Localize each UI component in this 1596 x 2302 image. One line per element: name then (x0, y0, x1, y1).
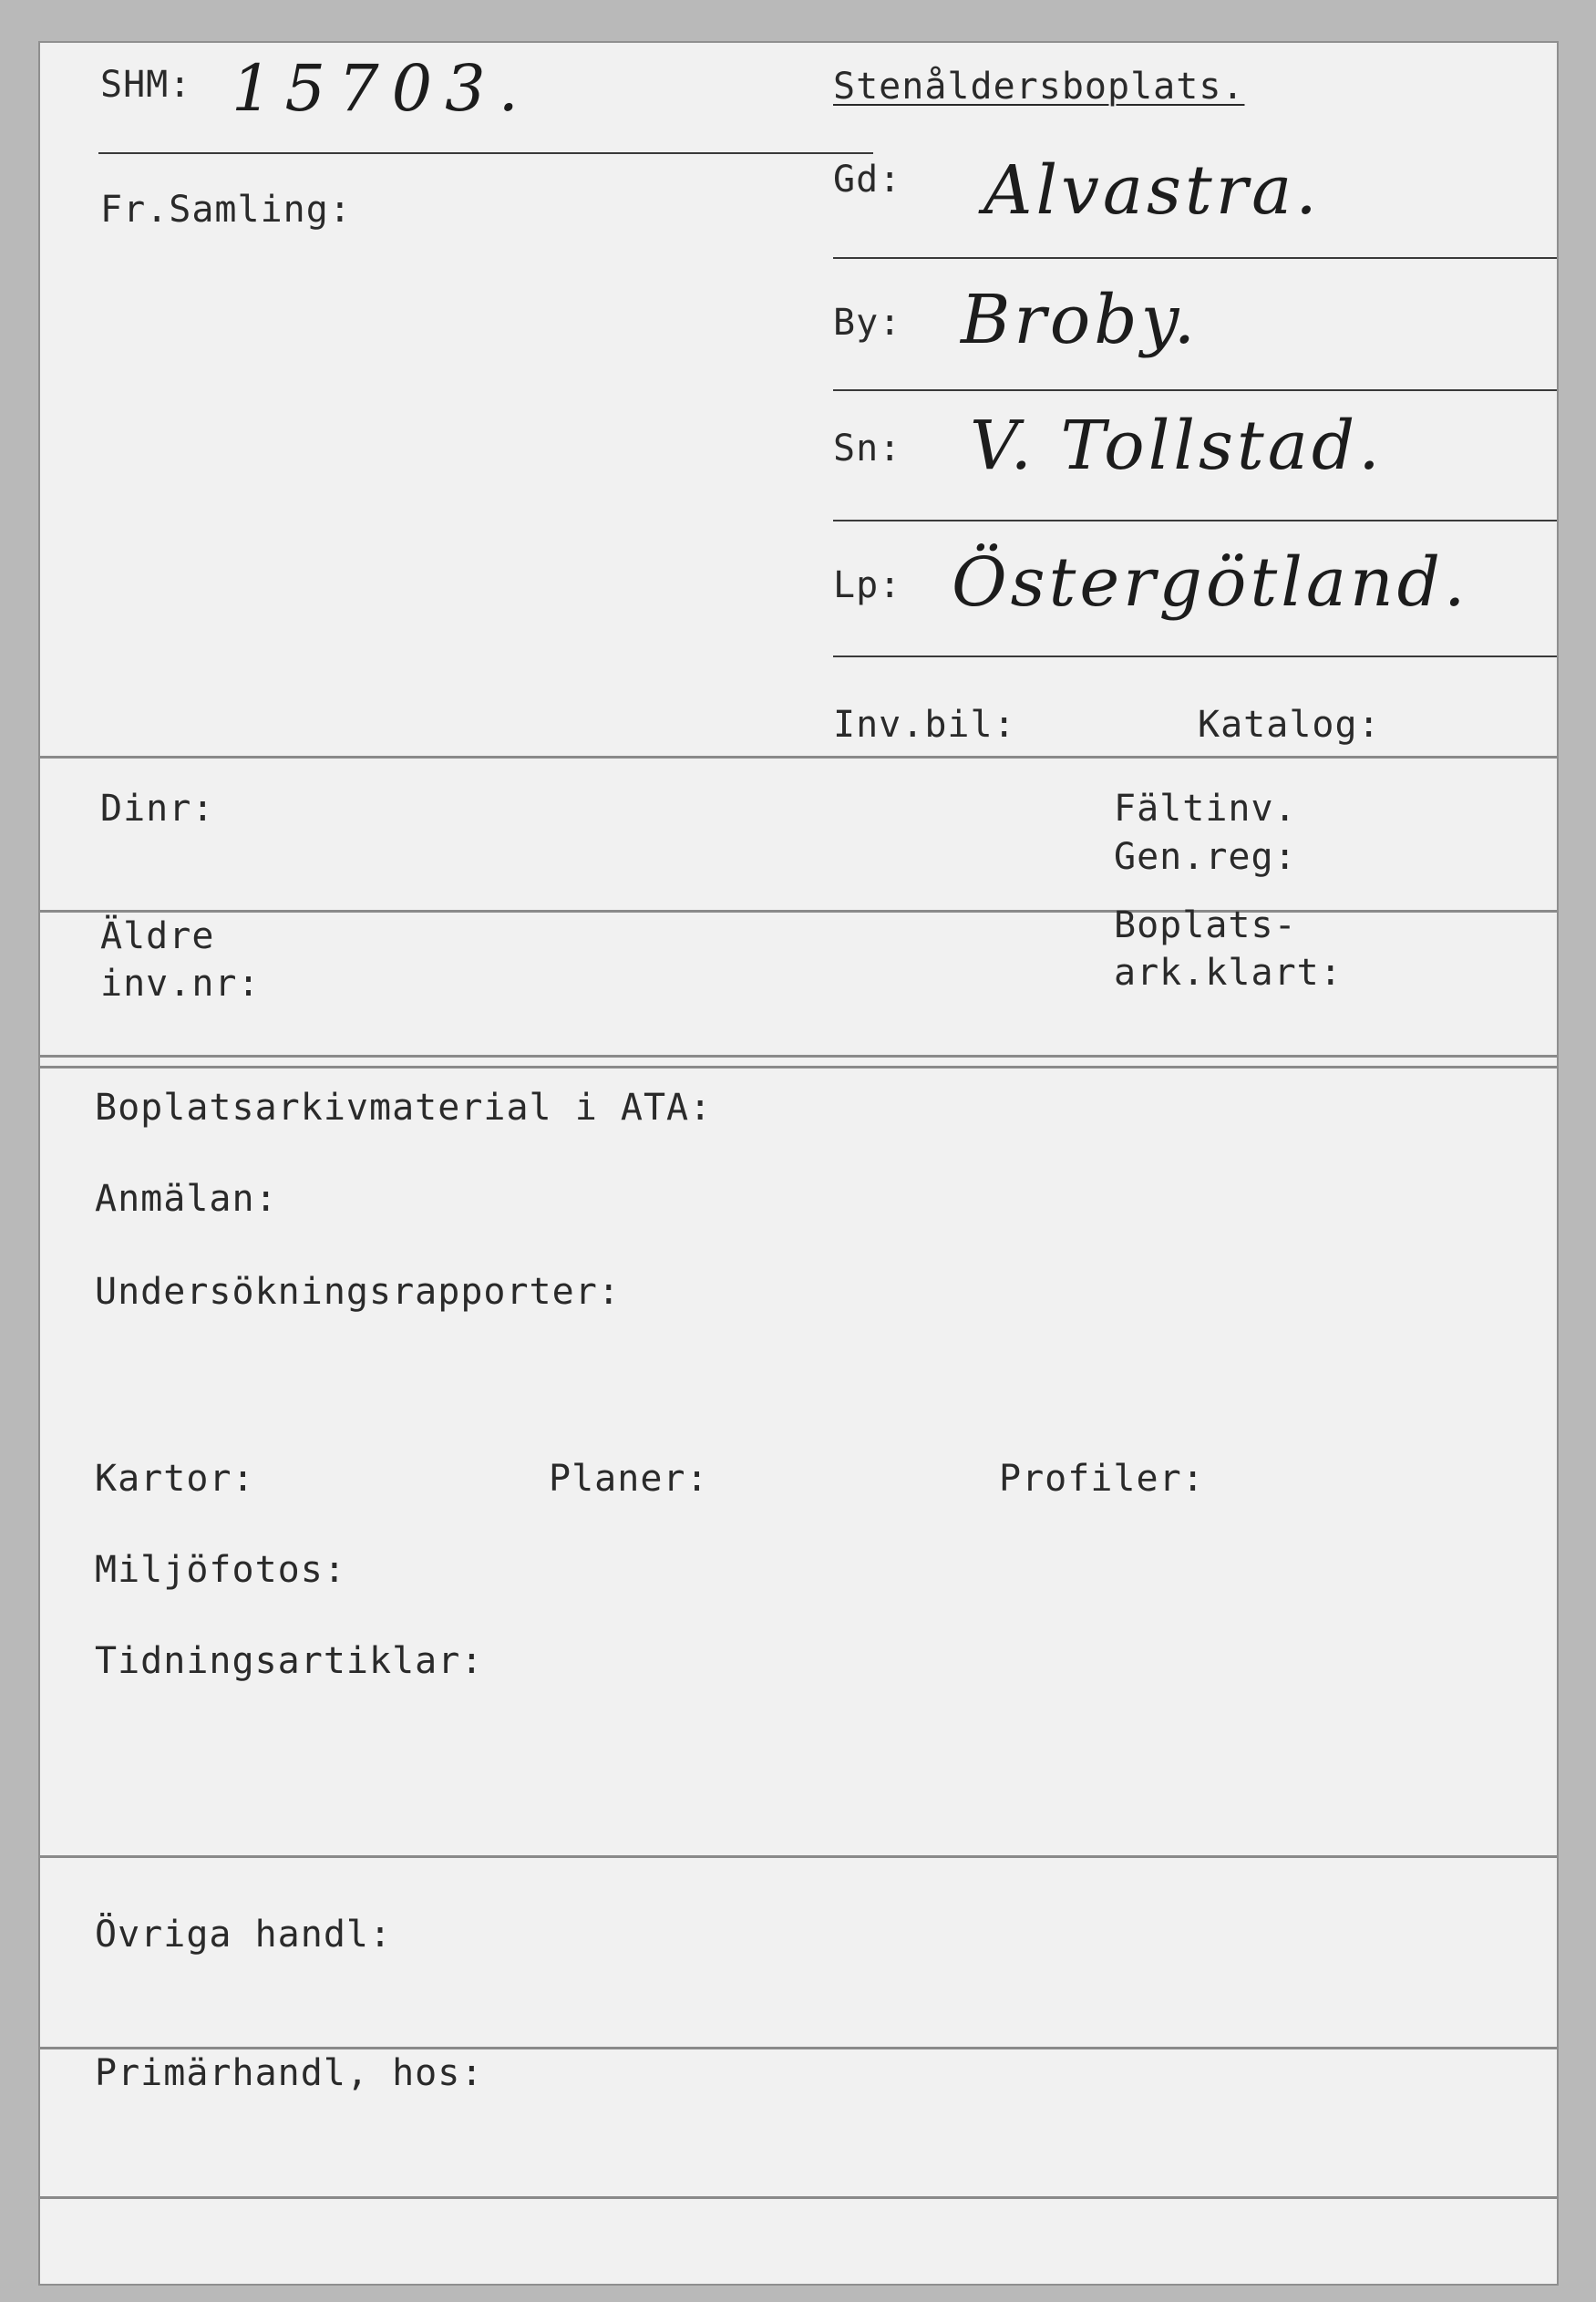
gd-line (833, 257, 1559, 259)
aldre-label-line2: inv.nr: (100, 963, 261, 1005)
faltinv-label: Fältinv. (1114, 788, 1297, 830)
by-value: Broby. (961, 281, 1200, 359)
sn-label: Sn: (833, 428, 902, 470)
shm-underline (98, 152, 873, 154)
divider-5 (40, 2047, 1559, 2049)
kartor-label: Kartor: (95, 1458, 255, 1500)
anmalan-label: Anmälan: (95, 1178, 278, 1220)
shm-value: 15703. (232, 51, 531, 126)
genreg-label: Gen.reg: (1114, 836, 1297, 878)
inv-bil-label: Inv.bil: (833, 704, 1016, 746)
lp-line (833, 656, 1559, 657)
profiler-label: Profiler: (999, 1458, 1205, 1500)
gd-value: Alvastra. (983, 151, 1321, 230)
sn-value: V. Tollstad. (970, 407, 1384, 485)
primar-label: Primärhandl, hos: (95, 2052, 484, 2094)
planer-label: Planer: (549, 1458, 709, 1500)
divider-1 (40, 756, 1559, 759)
gd-label: Gd: (833, 159, 902, 201)
boplats-label-line2: ark.klart: (1114, 952, 1343, 994)
ata-heading: Boplatsarkivmaterial i ATA: (95, 1087, 713, 1129)
lp-label: Lp: (833, 564, 902, 606)
fr-samling-label: Fr.Samling: (100, 189, 352, 231)
sn-line (833, 520, 1559, 521)
aldre-label-line1: Äldre (100, 915, 215, 957)
divider-6 (40, 2196, 1559, 2199)
shm-label: SHM: (100, 64, 192, 106)
miljofotos-label: Miljöfotos: (95, 1549, 346, 1591)
by-line (833, 389, 1559, 391)
type-title: Stenåldersboplats. (833, 66, 1245, 108)
divider-2 (40, 910, 1559, 913)
divider-3a (40, 1055, 1559, 1058)
undersokning-label: Undersökningsrapporter: (95, 1271, 621, 1313)
tidning-label: Tidningsartiklar: (95, 1640, 484, 1682)
by-label: By: (833, 302, 902, 344)
divider-4 (40, 1855, 1559, 1858)
divider-3b (40, 1066, 1559, 1068)
dinr-label: Dinr: (100, 788, 215, 830)
lp-value: Östergötland. (952, 543, 1469, 622)
ovriga-label: Övriga handl: (95, 1914, 393, 1956)
katalog-label: Katalog: (1198, 704, 1381, 746)
catalog-card (38, 41, 1559, 2286)
boplats-label-line1: Boplats- (1114, 904, 1297, 946)
